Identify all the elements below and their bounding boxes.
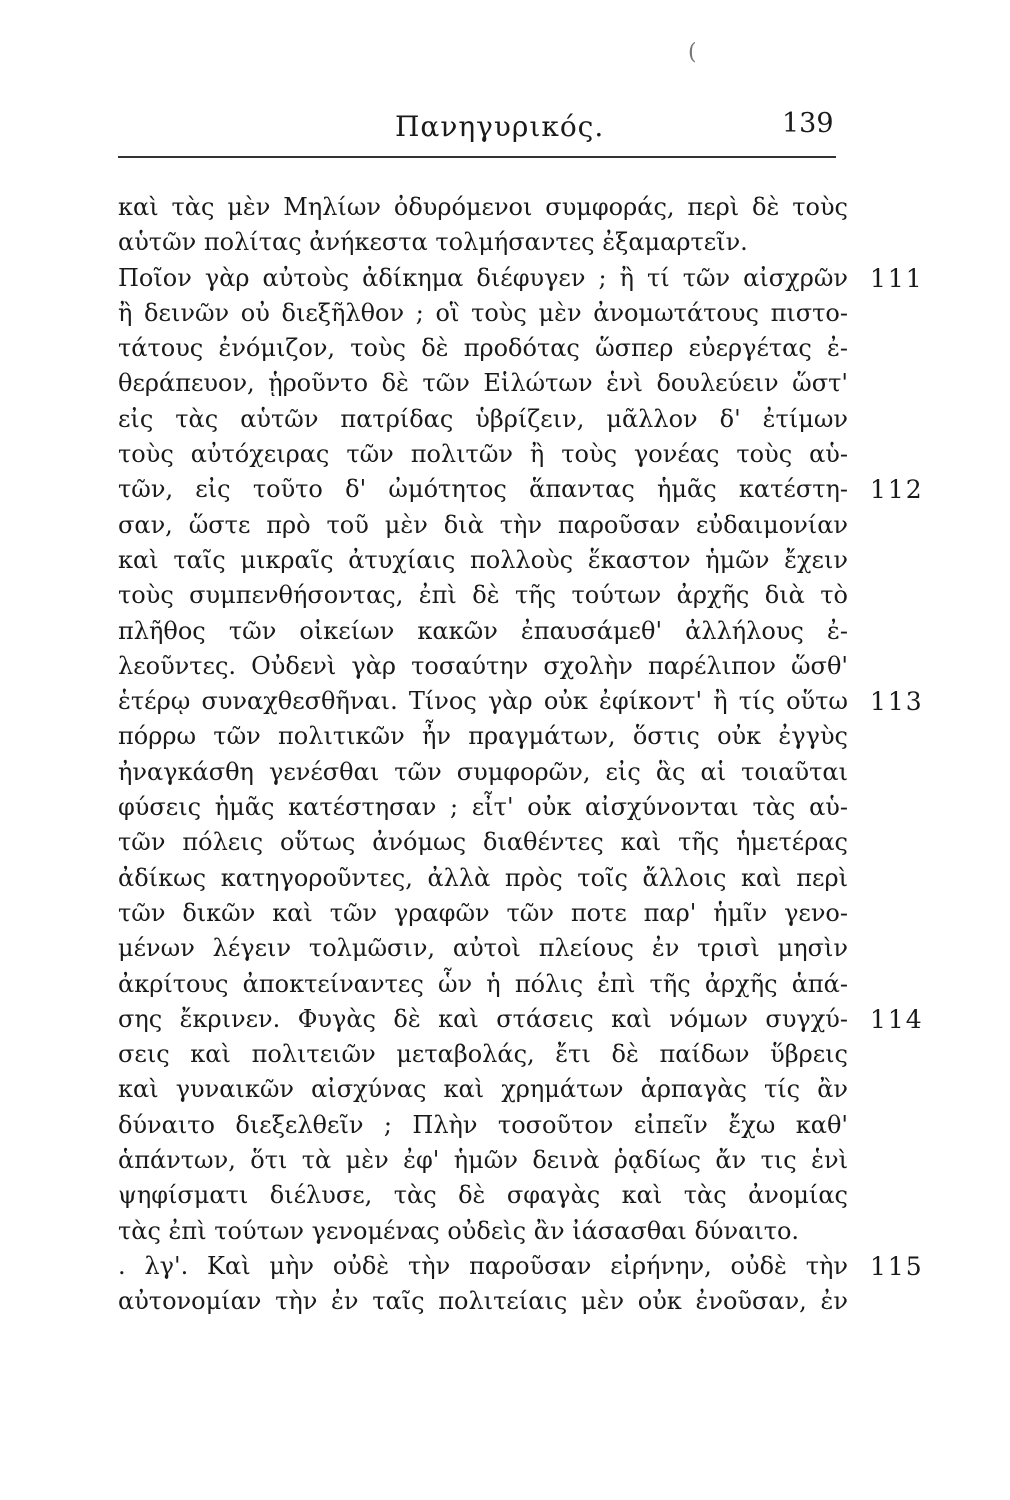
line-text: . λγ'. Καὶ μὴν οὐδὲ τὴν παροῦσαν εἰρήνην, οὐδὲ τὴν [118, 1251, 848, 1280]
text-line [118, 1072, 978, 1107]
text-line [118, 508, 978, 543]
text-line [118, 719, 978, 754]
line-text: φύσεις ἡμᾶς κατέστησαν ; εἶτ' οὐκ αἰσχύνονται τὰς αὑ- [118, 793, 848, 822]
text-line [118, 1143, 978, 1178]
text-line [118, 261, 978, 296]
line-text: τῶν, εἰς τοῦτο δ' ὠμότητος ἅπαντας ἡμᾶς κατέστη- [118, 475, 848, 504]
text-line [118, 790, 978, 825]
line-text: αὑτῶν πολίτας ἀνήκεστα τολμήσαντες ἐξαμαρτεῖν. [118, 228, 748, 257]
line-text: σης ἔκρινεν. Φυγὰς δὲ καὶ στάσεις καὶ νόμων συγχύ- [118, 1004, 848, 1033]
line-text: ἠναγκάσθη γενέσθαι τῶν συμφορῶν, εἰς ἃς αἱ τοιαῦται [118, 757, 848, 786]
section-number: 115 [870, 1251, 924, 1281]
text-line [118, 1214, 978, 1249]
line-text: τοὺς αὐτόχειρας τῶν πολιτῶν ἢ τοὺς γονέας τοὺς αὑ- [118, 440, 848, 469]
running-title: Πανηγυρικός. [395, 110, 605, 143]
text-line [118, 543, 978, 578]
line-text: εἰς τὰς αὑτῶν πατρίδας ὑβρίζειν, μᾶλλον δ' ἐτίμων [118, 404, 848, 433]
line-text: αὐτονομίαν τὴν ἐν ταῖς πολιτείαις μὲν οὐκ ἐνοῦσαν, ἐν [118, 1287, 848, 1316]
line-text: τάτους ἐνόμιζον, τοὺς δὲ προδότας ὥσπερ εὐεργέτας ἐ- [118, 334, 848, 363]
line-text: λεοῦντες. Οὐδενὶ γὰρ τοσαύτην σχολὴν παρέλιπον ὥσθ' [118, 651, 848, 680]
line-text: καὶ τὰς μὲν Μηλίων ὀδυρόμενοι συμφοράς, περὶ δὲ τοὺς [118, 193, 848, 221]
text-line [118, 331, 978, 366]
line-text: τῶν δικῶν καὶ τῶν γραφῶν τῶν ποτε παρ' ἡμῖν γενο- [118, 898, 848, 927]
text-line [118, 755, 978, 790]
text-line [118, 1002, 978, 1037]
header-rule [118, 156, 836, 158]
line-text: σαν, ὥστε πρὸ τοῦ μὲν διὰ τὴν παροῦσαν εὐδαιμονίαν [118, 510, 848, 539]
text-line [118, 896, 978, 931]
line-text: ἀδίκως κατηγοροῦντες, ἀλλὰ πρὸς τοῖς ἄλλοις καὶ περὶ [118, 863, 848, 892]
line-text: τὰς ἐπὶ τούτων γενομένας οὐδεὶς ἂν ἰάσασθαι δύναιτο. [118, 1216, 800, 1245]
line-text: καὶ ταῖς μικραῖς ἀτυχίαις πολλοὺς ἕκαστον ἡμῶν ἔχειν [118, 545, 848, 574]
page-header [0, 100, 1010, 150]
body-text [118, 190, 978, 1320]
line-text: τοὺς συμπενθήσοντας, ἐπὶ δὲ τῆς τούτων ἀρχῆς διὰ τὸ [118, 581, 848, 610]
text-line [118, 1249, 978, 1284]
line-text: ἁπάντων, ὅτι τὰ μὲν ἐφ' ἡμῶν δεινὰ ῥᾳδίως ἄν τις ἑνὶ [118, 1146, 848, 1175]
section-number: 111 [870, 263, 924, 293]
section-number: 112 [870, 475, 924, 505]
line-text: μένων λέγειν τολμῶσιν, αὐτοὶ πλείους ἐν τρισὶ μησὶν [118, 934, 848, 963]
text-line [118, 931, 978, 966]
line-text: πλῆθος τῶν οἰκείων κακῶν ἐπαυσάμεθ' ἀλλήλους ἐ- [118, 616, 848, 645]
text-line [118, 402, 978, 437]
text-line [118, 472, 978, 507]
text-line [118, 1037, 978, 1072]
line-text: δύναιτο διεξελθεῖν ; Πλὴν τοσοῦτον εἰπεῖν ἔχω καθ' [118, 1110, 848, 1139]
stray-mark: ( [688, 40, 697, 65]
text-line [118, 1284, 978, 1319]
text-line [118, 1178, 978, 1213]
text-line [118, 967, 978, 1002]
line-text: ἀκρίτους ἀποκτείναντες ὧν ἡ πόλις ἐπὶ τῆς ἀρχῆς ἁπά- [118, 969, 848, 998]
text-line [118, 366, 978, 401]
text-line [118, 1108, 978, 1143]
line-text: ψηφίσματι διέλυσε, τὰς δὲ σφαγὰς καὶ τὰς ἀνομίας [118, 1181, 848, 1210]
line-text: ἑτέρῳ συναχθεσθῆναι. Τίνος γὰρ οὐκ ἐφίκοντ' ἢ τίς οὕτω [118, 687, 848, 716]
section-number: 113 [870, 687, 924, 717]
text-line [118, 437, 978, 472]
text-line [118, 225, 978, 260]
text-line [118, 649, 978, 684]
line-text: Ποῖον γὰρ αὐτοὺς ἀδίκημα διέφυγεν ; ἢ τί τῶν αἰσχρῶν [118, 263, 848, 292]
text-line [118, 190, 978, 225]
line-text: πόρρω τῶν πολιτικῶν ἦν πραγμάτων, ὅστις οὐκ ἐγγὺς [118, 722, 848, 751]
text-line [118, 684, 978, 719]
text-line [118, 614, 978, 649]
section-number: 114 [870, 1004, 924, 1034]
line-text: σεις καὶ πολιτειῶν μεταβολάς, ἔτι δὲ παίδων ὕβρεις [118, 1040, 848, 1069]
line-text: θεράπευον, ᾑροῦντο δὲ τῶν Εἱλώτων ἑνὶ δουλεύειν ὥστ' [118, 369, 848, 398]
text-line [118, 296, 978, 331]
line-text: καὶ γυναικῶν αἰσχύνας καὶ χρημάτων ἁρπαγὰς τίς ἂν [118, 1075, 848, 1104]
line-text: τῶν πόλεις οὕτως ἀνόμως διαθέντες καὶ τῆς ἡμετέρας [118, 828, 848, 857]
text-line [118, 578, 978, 613]
text-line [118, 861, 978, 896]
line-text: ἢ δεινῶν οὐ διεξῆλθον ; οἳ τοὺς μὲν ἀνομωτάτους πιστο- [118, 298, 848, 327]
page-number: 139 [782, 108, 834, 139]
text-line [118, 825, 978, 860]
